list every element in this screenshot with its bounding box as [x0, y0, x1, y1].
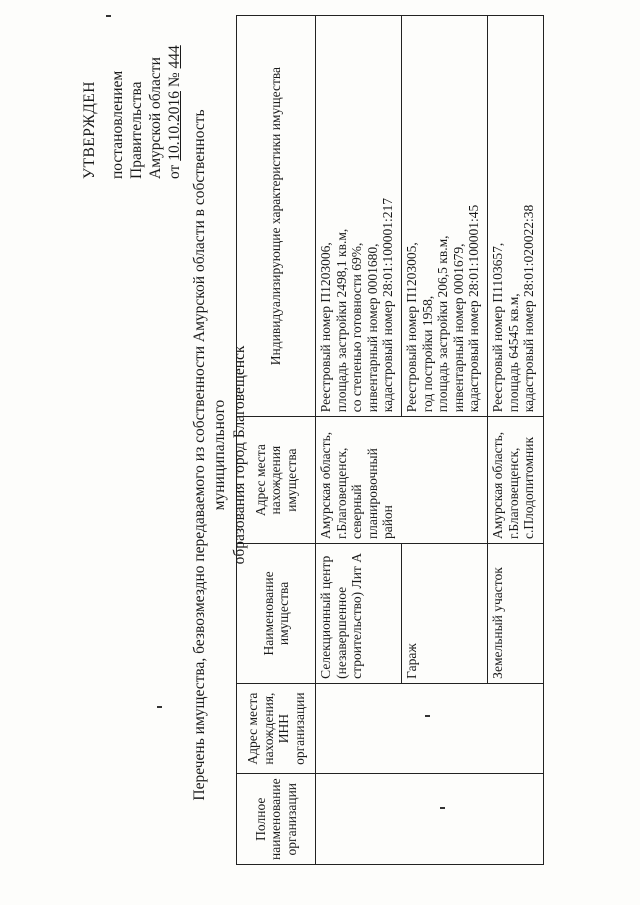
approval-heading: УТВЕРЖДЕН: [81, 81, 98, 179]
table-row: [316, 16, 402, 865]
header-org-name: Полное наименование организации: [237, 774, 316, 865]
scan-speck: [157, 706, 162, 708]
approval-date-prefix: от: [166, 164, 183, 179]
scan-speck: [425, 715, 430, 717]
cell-property-address: Амурская область, г.Благовещенск, с.Плодопитомник: [488, 417, 544, 544]
approval-date: 10.10.2016: [166, 91, 183, 161]
approval-line-2: Амурской области: [147, 57, 164, 179]
approval-number: 444: [166, 45, 183, 69]
header-characteristics: Индивидуализирующие характеристики имущества: [237, 16, 316, 417]
table-header-row: [237, 16, 316, 865]
approval-date-line: [165, 4, 184, 179]
cell-org-name: [316, 774, 544, 865]
approval-stamp: [80, 4, 184, 179]
header-property-name: Наименование имущества: [237, 544, 316, 684]
cell-characteristics: Реестровый номер П1103657, площадь 64545 кв.м, кадастровый номер 28:01:020022:38: [488, 16, 544, 417]
scan-speck: [440, 807, 445, 809]
cell-org-address: [316, 683, 544, 774]
cell-characteristics: Реестровый номер П1203006, площадь застройки 2498,1 кв.м, со степенью готовности 69%, инвентарный номер 0001680, кадастровый номер 28:01:100001:217: [316, 16, 402, 417]
cell-property-name: Земельный участок: [488, 544, 544, 684]
approval-number-prefix: №: [166, 72, 183, 88]
property-table: [236, 15, 544, 865]
approval-line-1: постановлением Правительства: [109, 70, 145, 179]
header-org-address: Адрес места нахождения, ИНН организации: [237, 683, 316, 774]
cell-property-name: Гараж: [402, 544, 488, 684]
scan-speck: [106, 15, 111, 17]
document-title-line-2: образования город Благовещенск: [231, 345, 248, 565]
header-property-address: Адрес места нахождения имущества: [237, 417, 316, 544]
document-title-line-1: Перечень имущества, безвозмездно передаваемого из собственности Амурской области в собственность муниципального: [191, 109, 228, 801]
cell-characteristics: Реестровый номер П1203005, год постройки 1958, площадь застройки 206,5 кв.м, инвентарный номер 0001679, кадастровый номер 28:01:100001:45: [402, 16, 488, 417]
cell-property-address: Амурская область, г.Благовещенск, северный планировочный район: [316, 417, 488, 544]
cell-property-name: Селекционный центр (незавершенное строительство) Лит А: [316, 544, 402, 684]
